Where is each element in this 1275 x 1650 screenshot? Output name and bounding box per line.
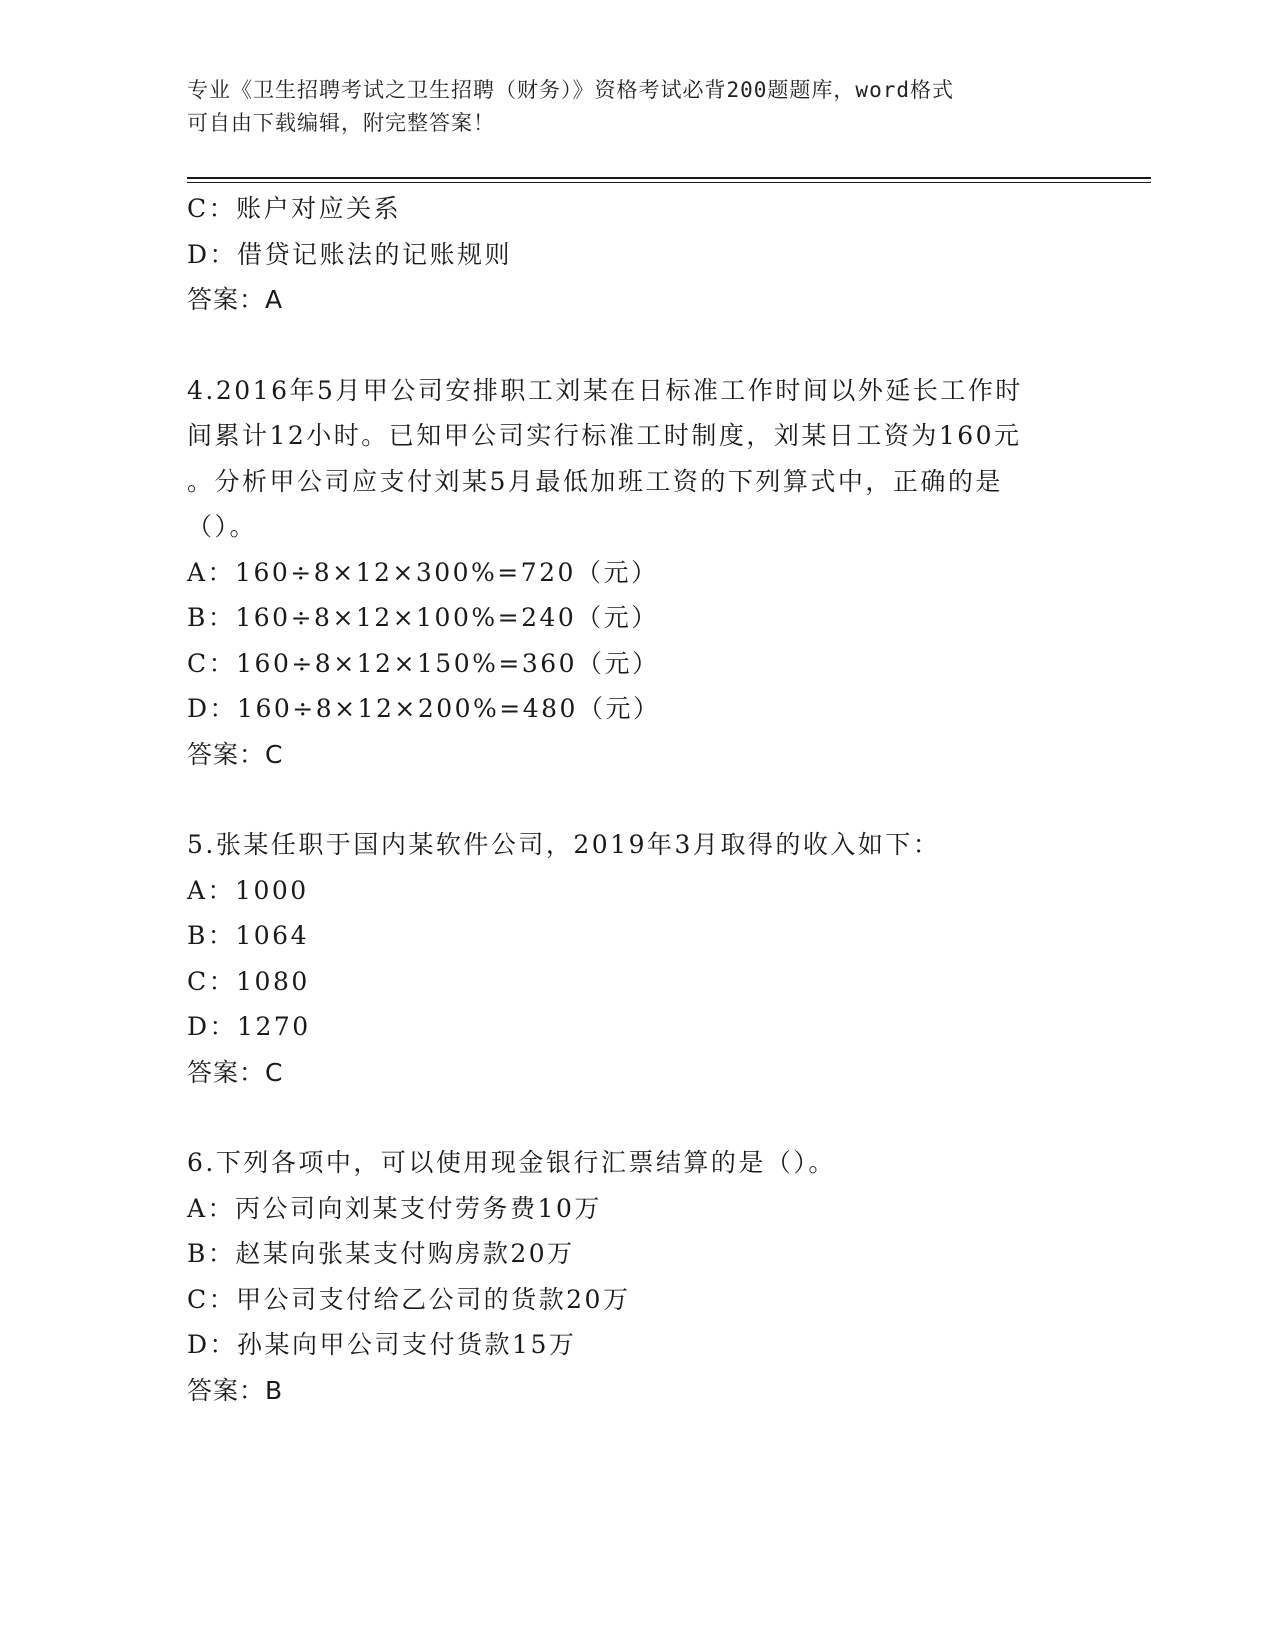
- option-c: C：甲公司支付给乙公司的货款20万: [187, 1284, 631, 1314]
- question-3-continued: [187, 186, 1087, 323]
- option-a: A：160÷8×12×300%=720（元）: [187, 557, 659, 587]
- option-b: B：160÷8×12×100%=240（元）: [187, 603, 659, 632]
- header-title-line-1: 专业《卫生招聘考试之卫生招聘（财务）》资格考试必背200题题库，word格式: [187, 78, 954, 102]
- option-b: B：赵某向张某支付购房款20万: [187, 1239, 575, 1268]
- header-divider-thin: [187, 182, 1151, 183]
- answer-text: 答案：C: [187, 1057, 284, 1087]
- option-d: D：160÷8×12×200%=480（元）: [187, 694, 661, 723]
- answer-text: 答案：A: [187, 285, 284, 314]
- question-stem-line: （）。: [187, 512, 258, 541]
- option-c: C：1080: [187, 966, 310, 996]
- option-a: A：1000: [187, 875, 309, 905]
- option-c: C：160÷8×12×150%=360（元）: [187, 648, 660, 678]
- question-stem-line: 间累计12小时。已知甲公司实行标准工时制度，刘某日工资为160元: [187, 421, 1022, 450]
- spacer: [187, 777, 1087, 822]
- option-d: D：借贷记账法的记账规则: [187, 239, 513, 269]
- question-4: [187, 368, 1087, 778]
- document-header: [187, 74, 1067, 140]
- question-stem-line: 4.2016年5月甲公司安排职工刘某在日标准工作时间以外延长工作时: [187, 375, 1023, 405]
- question-stem-line: 5.张某任职于国内某软件公司，2019年3月取得的收入如下：: [187, 830, 941, 859]
- option-b: B：1064: [187, 921, 309, 950]
- question-list: [187, 186, 1087, 1413]
- answer-text: 答案：C: [187, 739, 284, 769]
- question-stem-line: 6.下列各项中，可以使用现金银行汇票结算的是（）。: [187, 1148, 836, 1177]
- option-d: D：1270: [187, 1012, 311, 1041]
- question-5: [187, 822, 1087, 1095]
- option-c: C：账户对应关系: [187, 194, 402, 223]
- option-a: A：丙公司向刘某支付劳务费10万: [187, 1193, 602, 1223]
- header-title-line-2: 可自由下载编辑，附完整答案！: [187, 111, 495, 135]
- question-stem-line: 。分析甲公司应支付刘某5月最低加班工资的下列算式中，正确的是: [187, 466, 1003, 496]
- spacer: [187, 1095, 1087, 1140]
- option-d: D：孙某向甲公司支付货款15万: [187, 1330, 577, 1359]
- question-6: [187, 1140, 1087, 1413]
- answer-text: 答案：B: [187, 1375, 284, 1405]
- spacer: [187, 323, 1087, 368]
- header-divider-thick: [187, 177, 1151, 179]
